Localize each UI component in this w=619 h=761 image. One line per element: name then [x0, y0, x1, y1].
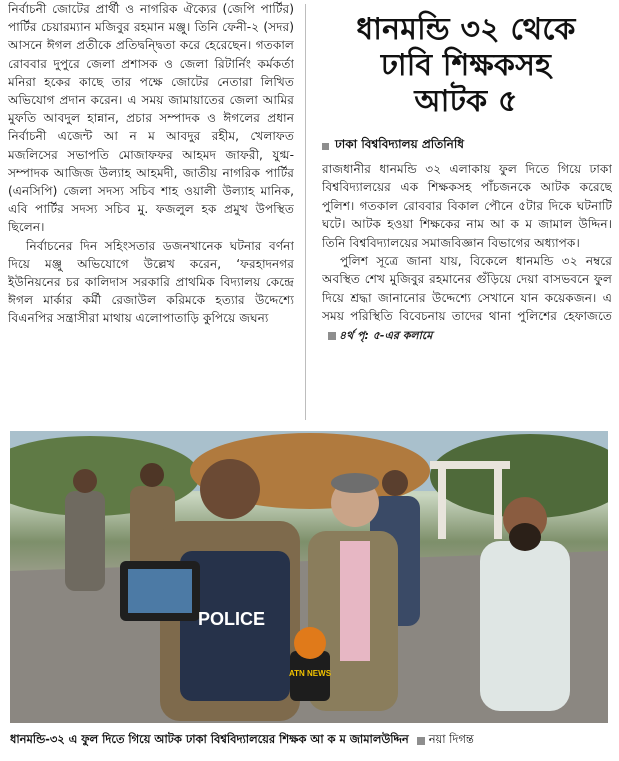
byline-text: ঢাকা বিশ্ববিদ্যালয় প্রতিনিধি	[335, 137, 464, 151]
photo-illustration	[10, 431, 608, 723]
continued-text: ৪র্থ পৃ: ৫-এর কলামে	[339, 328, 433, 342]
mic-label: ATN NEWS	[288, 669, 332, 678]
caption-square-icon	[417, 737, 425, 745]
headline-line-2: ঢাবি শিক্ষকসহ	[380, 48, 552, 83]
news-photo	[10, 431, 608, 723]
headline-line-3: আটক ৫	[414, 84, 518, 119]
caption-text: ধানমন্ডি-৩২ এ ফুল দিতে গিয়ে আটক ঢাকা বিশ্ববিদ্যালয়ের শিক্ষক আ ক ম জামালউদ্দিন	[10, 732, 409, 746]
left-paragraph-1: নির্বাচনী জোটের প্রার্থী ও নাগরিক ঐক্যের (জেপি পার্টির) পার্টির চেয়ারম্যান মজিবুর রহমান মঞ্জু। তিনি ফেনী-২ (সদর) আসনে ঈগল প্রতীকে প্রতিদ্বন্দ্বিতা করে হেরেছেন। গতকাল রোববার দুপুরে জেলা প্রশাসক ও জেলা রিটার্নিং কর্মকর্তা মনিরা হকের কাছে তার পক্ষে জোটের নেতারা লিখিত অভিযোগ প্রদান করেন। এ সময় জামায়াতের জেলা আমির মুফতি আবদুল হান্নান, প্রচার সম্পাদক ও ঈগলের প্রধান নির্বাচনী এজেন্ট আ ন ম আবদুর রহীম, খেলাফত মজলিসের সভাপতি মোজাফফর আহমদ জাফরী, যুগ্ম-সম্পাদক আজিজ উল্যাহ আহমদী, জাতীয় নাগরিক পার্টির (এনসিপি) জেলা সদস্য সচিব শাহ ওয়ালী উল্যাহ মানিক, এবি পার্টির সদস্য সচিব মু. ফজলুল হক প্রমুখ উপস্থিত ছিলেন।	[8, 2, 294, 235]
left-column-article	[8, 0, 294, 422]
article-paragraph-2-text: পুলিশ সূত্রে জানা যায়, বিকেলে ধানমন্ডি ৩২ নম্বরে অবস্থিত শেখ মুজিবুর রহমানের গুঁড়িয়ে দেয়া বাসভবনে ফুল দিয়ে শ্রদ্ধা জানানোর উদ্দেশ্যে সেখানে যান কয়েকজন। এ সময় পরিস্থিতি বিবেচনায় তাদের থানা পুলিশের হেফাজতে	[322, 254, 612, 324]
headline-line-1: ধানমন্ডি ৩২ থেকে	[356, 12, 576, 47]
jump-square-icon	[328, 332, 336, 340]
article-paragraph-2	[322, 252, 612, 345]
photo-credit: নয়া দিগন্ত	[428, 732, 474, 746]
continued-jump	[322, 329, 432, 342]
article-paragraph-1: রাজধানীর ধানমন্ডি ৩২ এলাকায় ফুল দিতে গিয়ে ঢাকা বিশ্ববিদ্যালয়ের এক শিক্ষকসহ পাঁচজনকে আটক করেছে পুলিশ। গতকাল রোববার বিকাল পৌনে ৫টার দিকে ঘটনাটি ঘটে। আটক হওয়া শিক্ষকের নাম আ ক ম জামাল উদ্দিন। তিনি বিশ্ববিদ্যালয়ের সমাজবিজ্ঞান বিভাগের অধ্যাপক।	[322, 162, 612, 250]
article-body	[322, 160, 612, 422]
article-headline	[318, 12, 614, 120]
police-vest-label: POLICE	[198, 609, 266, 629]
column-divider	[305, 4, 306, 420]
left-paragraph-2: নির্বাচনের দিন সহিংসতার ডজনখানেক ঘটনার বর্ণনা দিয়ে মঞ্জু অভিযোগে উল্লেখ করেন, ‘ফরহাদনগর ইউনিয়নের চর কালিদাস সরকারি প্রাথমিক বিদ্যালয় কেন্দ্রে ঈগল মার্কার কর্মী রেজাউল করিমকে হত্যার উদ্দেশ্যে বিএনপির সন্ত্রাসীরা মাথায় এলোপাতাড়ি কুপিয়ে জঘন্য	[8, 238, 294, 326]
byline-bullet-icon	[322, 143, 329, 150]
byline	[322, 136, 612, 156]
photo-caption	[10, 731, 608, 750]
